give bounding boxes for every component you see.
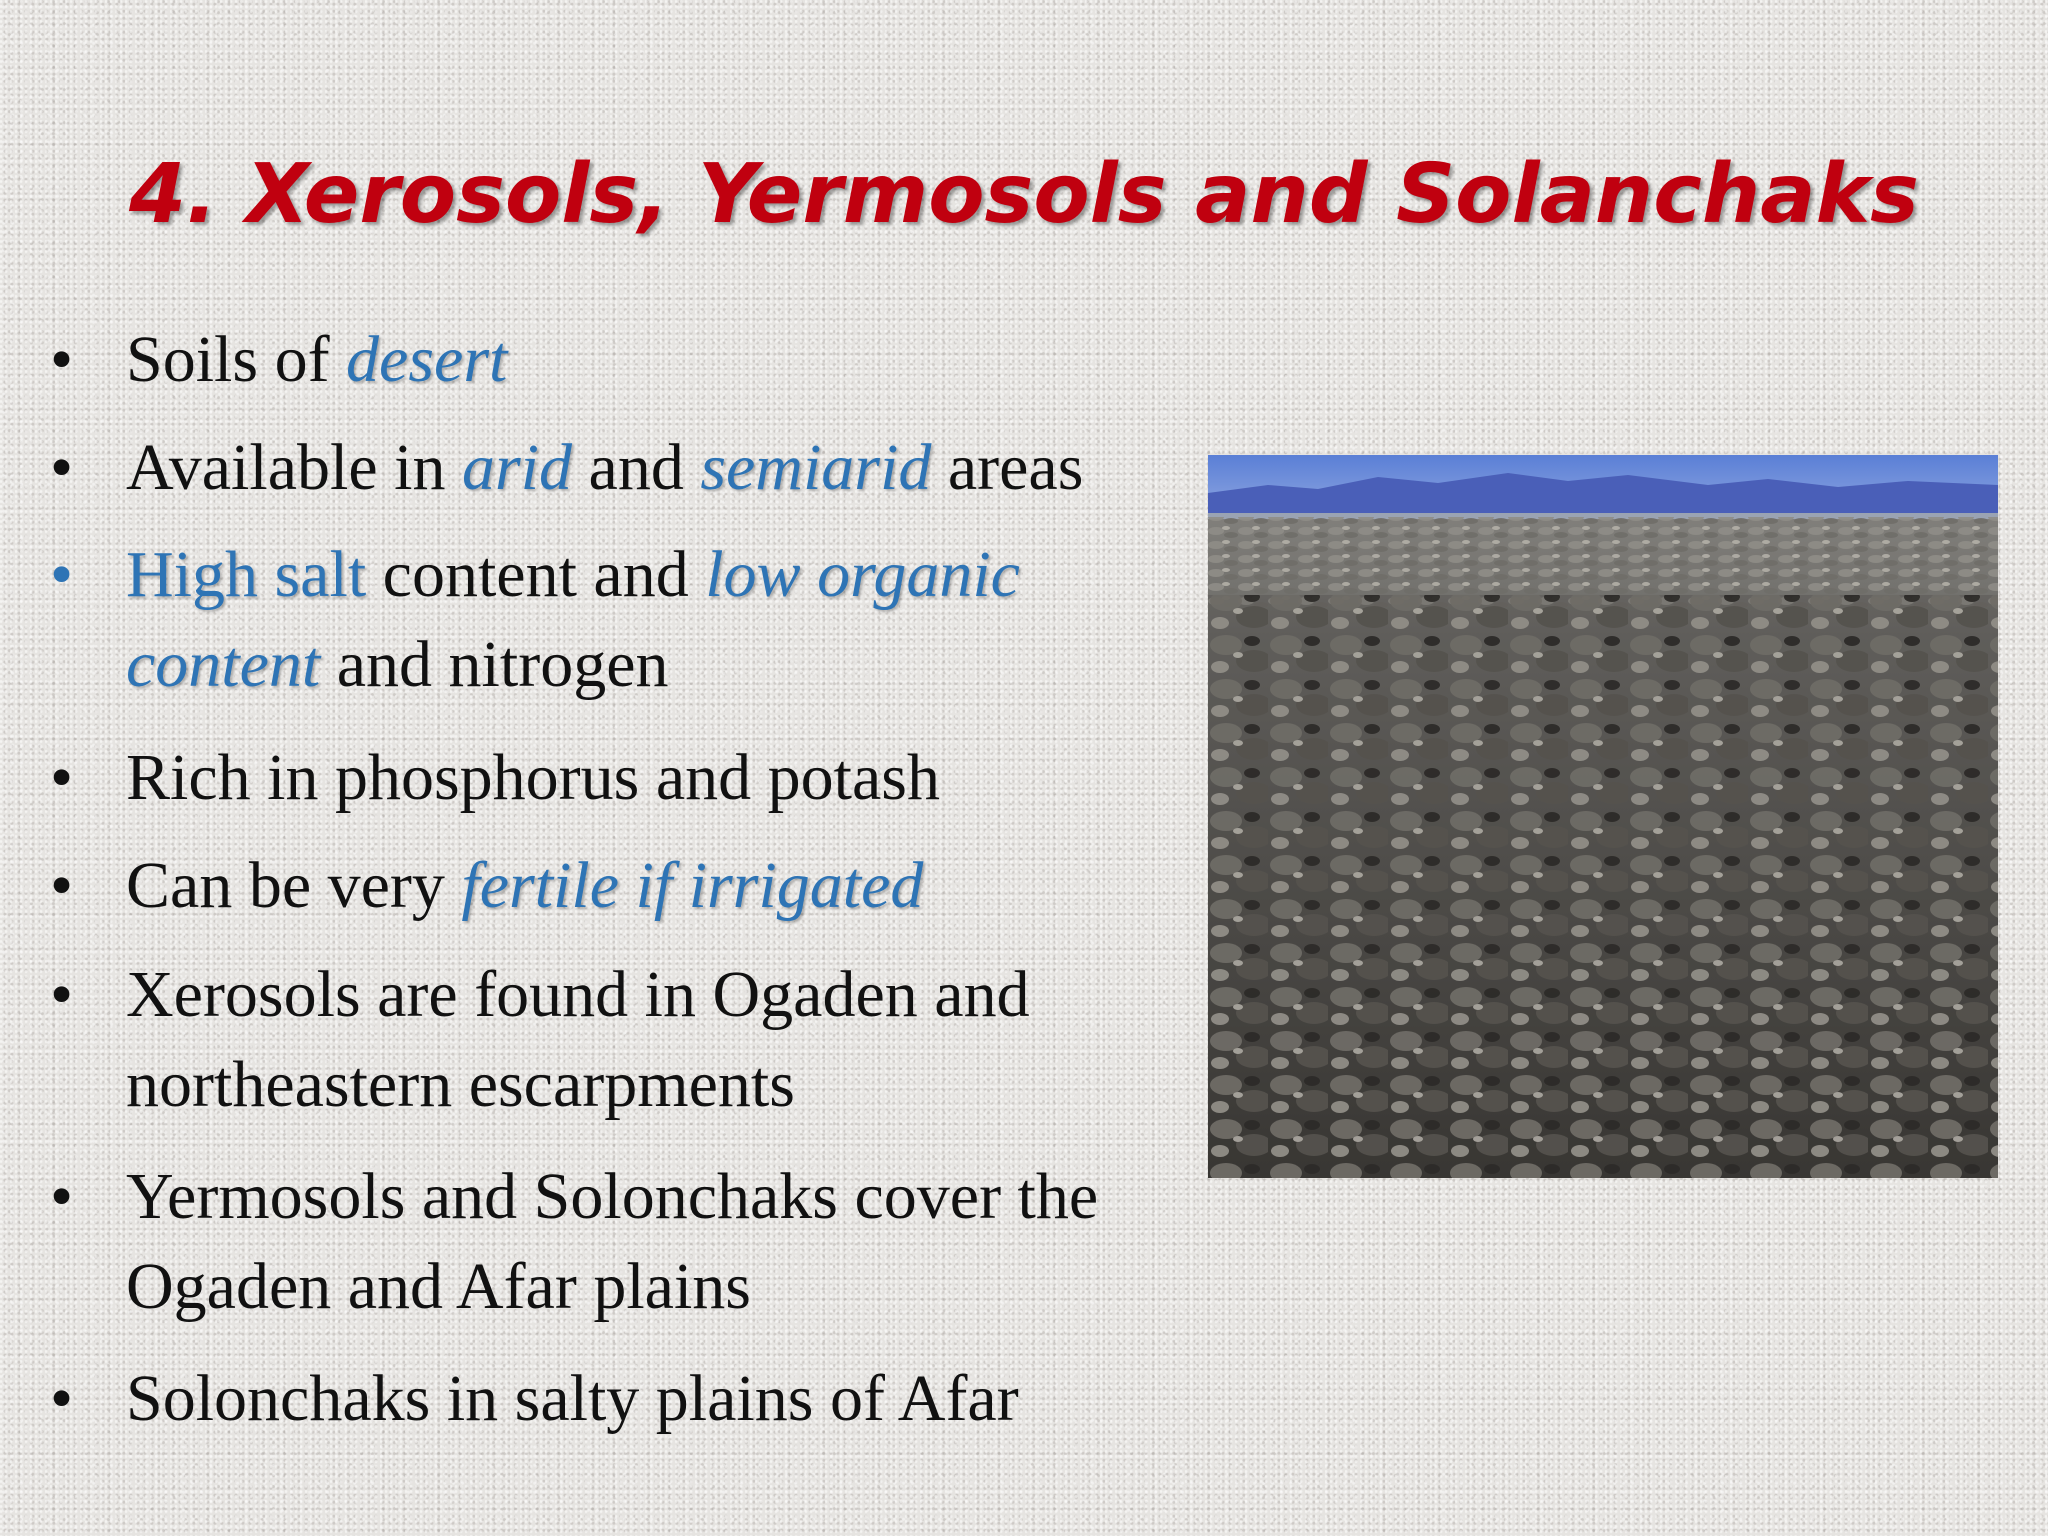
bullet-text: Available in <box>126 431 462 504</box>
highlight-high-salt: High salt <box>126 538 367 611</box>
bullet-fertile-if-irrigated <box>126 841 1176 931</box>
bullet-soils-of-desert <box>126 315 1176 405</box>
bullet-text: and <box>572 431 701 504</box>
slide-title: 4. Xerosols, Yermosols and Solanchaks <box>129 147 1919 242</box>
bullet-text: Xerosols are found in Ogaden and northeastern escarpments <box>126 958 1030 1121</box>
bullet-text: Soils of <box>126 323 347 396</box>
bullet-high-salt <box>126 530 1176 710</box>
bullet-text: Can be very <box>126 849 462 922</box>
bullet-text: areas <box>931 431 1084 504</box>
bullet-rich-in-phosphorus <box>126 733 1176 823</box>
highlight-fertile-if-irrigated: fertile if irrigated <box>461 849 924 922</box>
desert-salt-flat-photo <box>1208 455 1998 1178</box>
highlight-semiarid: semiarid <box>700 431 932 504</box>
highlight-desert: desert <box>346 323 508 396</box>
bullet-text: Rich in phosphorus and potash <box>126 741 940 814</box>
bullet-yermosols <box>126 1152 1176 1332</box>
highlight-low-organic-content: low organic content <box>126 538 1020 701</box>
bullet-available-in <box>126 423 1176 513</box>
bullet-text: content and <box>366 538 706 611</box>
bullet-solonchaks <box>126 1354 1176 1444</box>
bullet-text: Solonchaks in salty plains of Afar <box>126 1362 1019 1435</box>
bullet-text: and nitrogen <box>320 628 669 701</box>
highlight-arid: arid <box>462 431 573 504</box>
bullet-text: Yermosols and Solonchaks cover the Ogaden and Afar plains <box>126 1160 1099 1323</box>
bullet-xerosols <box>126 950 1176 1130</box>
